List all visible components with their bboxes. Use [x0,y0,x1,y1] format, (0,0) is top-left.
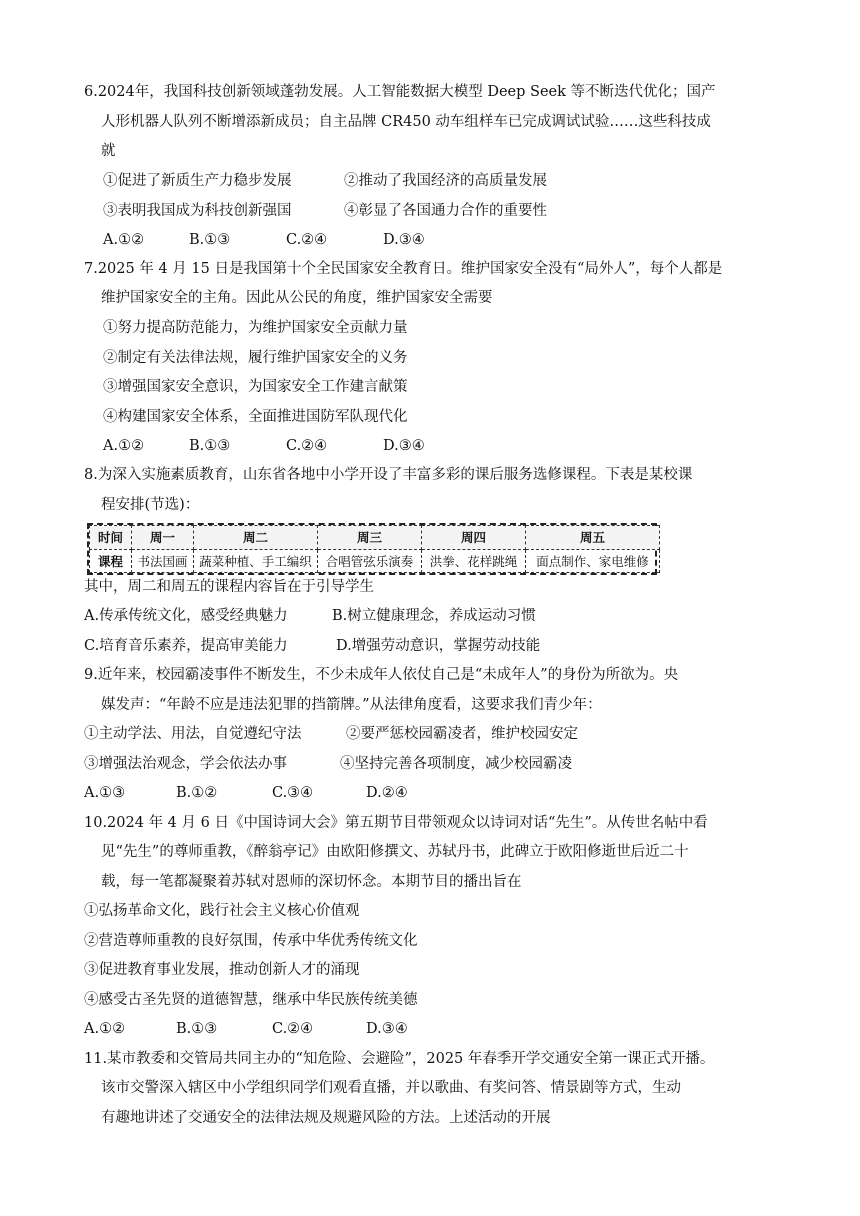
q6-statement-1: ①促进了新质生产力稳步发展 [103,173,292,189]
schedule-header-fri: 周五 [526,526,660,550]
q7-option-c[interactable]: C.②④ [286,438,328,454]
q7-stem-line2: 维护国家安全的主角。因此从公民的角度，维护国家安全需要 [101,290,493,306]
q11-stem-line3: 有趣地讲述了交通安全的法律法规及规避风险的方法。上述活动的开展 [101,1110,551,1126]
schedule-cell-fri: 面点制作、家电维修 [526,549,660,573]
q7-option-a[interactable]: A.①② [103,438,145,454]
schedule-header-wed: 周三 [318,526,422,550]
q7-option-d[interactable]: D.③④ [383,438,425,454]
q9-stem-line2: 媒发声：“年龄不应是违法犯罪的挡箭牌。”从法律角度看，这要求我们青少年： [101,697,602,713]
schedule-header-tue: 周二 [194,526,318,550]
q10-statement-4: ④感受古圣先贤的道德智慧，继承中华民族传统美德 [84,992,418,1008]
q6-statement-2: ②推动了我国经济的高质量发展 [344,173,547,189]
q7-statement-2: ②制定有关法律法规，履行维护国家安全的义务 [103,350,408,366]
q8-stem-line1: 8.为深入实施素质教育，山东省各地中小学开设了丰富多彩的课后服务选修课程。下表是某校课 [84,467,693,483]
q9-option-c[interactable]: C.③④ [272,785,314,801]
q9-option-a[interactable]: A.①③ [84,785,126,801]
schedule-row-label: 课程 [90,549,132,573]
q6-stem-line1: 6.2024年，我国科技创新领域蓬勃发展。人工智能数据大模型 Deep Seek 等不断迭代优化；国产 [84,84,716,100]
q9-statement-2: ②要严惩校园霸凌者，维护校园安定 [346,726,578,742]
schedule-cell-mon: 书法国画 [132,549,194,573]
q10-statement-1: ①弘扬革命文化，践行社会主义核心价值观 [84,903,360,919]
q6-option-a[interactable]: A.①② [103,232,145,248]
course-schedule-table [87,523,657,575]
q6-stem-line3: 就 [101,143,116,159]
q8-stem-line3: 其中，周二和周五的课程内容旨在于引导学生 [84,579,374,595]
q11-stem-line2: 该市交警深入辖区中小学组织同学们观看直播，并以歌曲、有奖问答、情景剧等方式，生动 [101,1080,681,1096]
q10-statement-3: ③促进教育事业发展，推动创新人才的涌现 [84,962,360,978]
q10-option-b[interactable]: B.①③ [176,1021,218,1037]
q7-statement-4: ④构建国家安全体系，全面推进国防军队现代化 [103,409,408,425]
q7-stem-line1: 7.2025 年 4 月 15 日是我国第十个全民国家安全教育日。维护国家安全没有“局外人”，每个人都是 [84,261,723,277]
q9-option-d[interactable]: D.②④ [366,785,408,801]
schedule-cell-tue: 蔬菜种植、手工编织 [194,549,318,573]
q10-stem-line3: 载，每一笔都凝聚着苏轼对恩师的深切怀念。本期节目的播出旨在 [101,874,522,890]
q6-stem-line2: 人形机器人队列不断增添新成员；自主品牌 CR450 动车组样车已完成调试试验……这些科技成 [101,114,711,130]
q10-option-a[interactable]: A.①② [84,1021,126,1037]
schedule-header-time: 时间 [90,526,132,550]
q7-option-b[interactable]: B.①③ [189,438,231,454]
schedule-cell-thu: 洪拳、花样跳绳 [422,549,526,573]
q8-option-d[interactable]: D.增强劳动意识，掌握劳动技能 [336,638,541,654]
q6-option-c[interactable]: C.②④ [286,232,328,248]
q9-statement-4: ④坚持完善各项制度，减少校园霸凌 [340,756,572,772]
q10-option-c[interactable]: C.②④ [272,1021,314,1037]
q8-option-b[interactable]: B.树立健康理念，养成运动习惯 [332,608,536,624]
q8-option-c[interactable]: C.培育音乐素养，提高审美能力 [84,638,288,654]
q9-statement-1: ①主动学法、用法，自觉遵纪守法 [84,726,302,742]
q7-statement-3: ③增强国家安全意识，为国家安全工作建言献策 [103,379,408,395]
q6-statement-4: ④彰显了各国通力合作的重要性 [344,203,547,219]
q11-stem-line1: 11.某市教委和交管局共同主办的“知危险、会避险”，2025 年春季开学交通安全第一课正式开播。 [84,1051,715,1067]
q10-option-d[interactable]: D.③④ [366,1021,408,1037]
q10-stem-line1: 10.2024 年 4 月 6 日《中国诗词大会》第五期节目带领观众以诗词对话“先生”。从传世名帖中看 [84,815,708,831]
q9-statement-3: ③增强法治观念，学会依法办事 [84,756,287,772]
schedule-header-thu: 周四 [422,526,526,550]
q9-stem-line1: 9.近年来，校园霸凌事件不断发生，不少未成年人依仗自己是“未成年人”的身份为所欲为。央 [84,667,679,683]
q10-statement-2: ②营造尊师重教的良好氛围，传承中华优秀传统文化 [84,933,418,949]
q8-option-a[interactable]: A.传承传统文化，感受经典魅力 [84,608,288,624]
q6-statement-3: ③表明我国成为科技创新强国 [103,203,292,219]
schedule-cell-wed: 合唱管弦乐演奏 [318,549,422,573]
q7-statement-1: ①努力提高防范能力，为维护国家安全贡献力量 [103,320,408,336]
q6-option-d[interactable]: D.③④ [383,232,425,248]
schedule-header-mon: 周一 [132,526,194,550]
q6-option-b[interactable]: B.①③ [189,232,231,248]
q9-option-b[interactable]: B.①② [176,785,218,801]
q10-stem-line2: 见“先生”的尊师重教，《醉翁亭记》由欧阳修撰文、苏轼丹书，此碑立于欧阳修逝世后近二十 [101,844,689,860]
q8-stem-line2: 程安排(节选)： [101,497,200,513]
